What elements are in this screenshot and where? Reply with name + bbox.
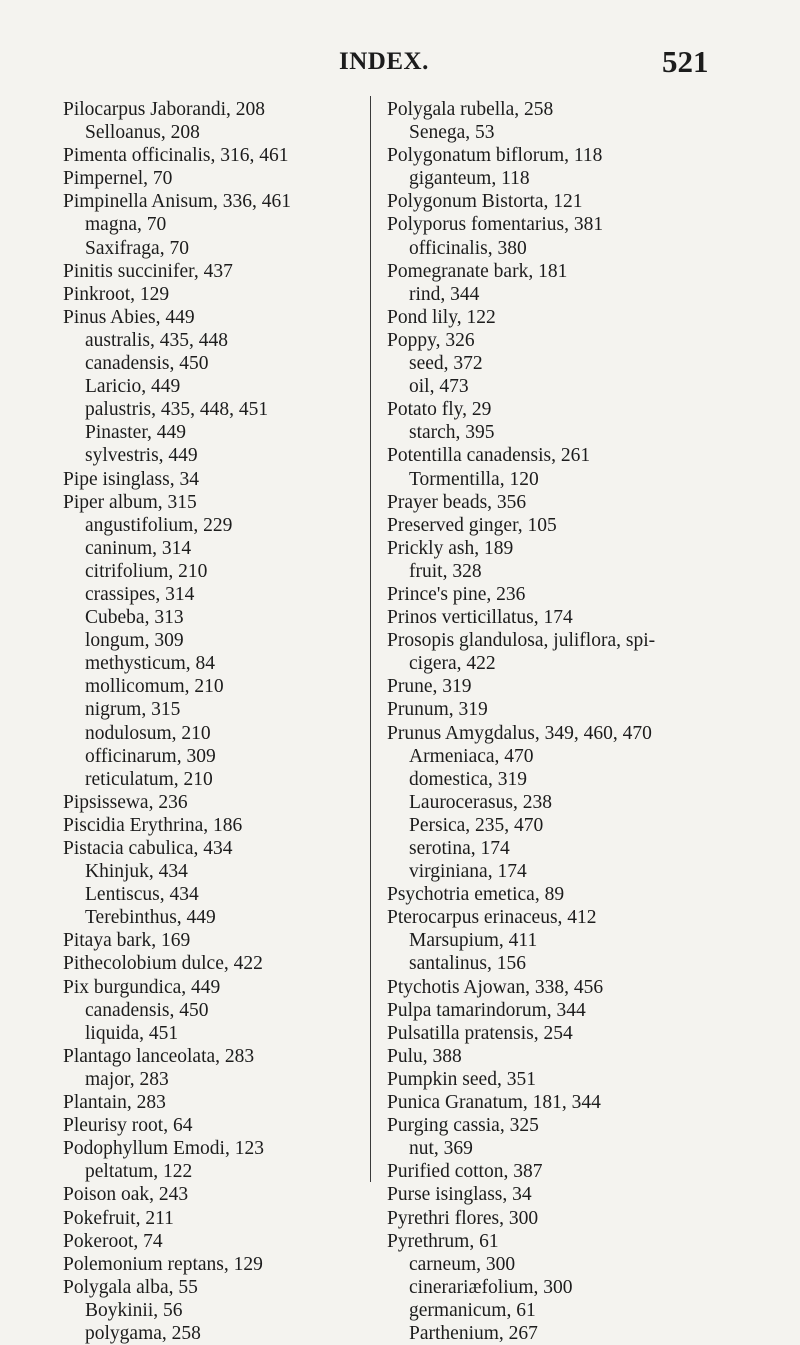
index-entry: reticulatum, 210 <box>85 768 213 790</box>
index-entry: Polygala rubella, 258 <box>387 99 554 120</box>
index-entry: officinalis, 380 <box>409 237 527 259</box>
index-entry: Punica Granatum, 181, 344 <box>387 1092 601 1114</box>
index-entry: Pyrethrum, 61 <box>387 1230 499 1252</box>
index-entry: Pulpa tamarindorum, 344 <box>387 999 586 1021</box>
index-entry: magna, 70 <box>85 214 167 236</box>
index-entry: Prosopis glandulosa, juliflora, spi- <box>387 630 656 652</box>
index-entry: Terebinthus, 449 <box>85 907 216 929</box>
index-entry: Prunus Amygdalus, 349, 460, 470 <box>387 722 652 744</box>
index-entry: domestica, 319 <box>409 768 528 790</box>
index-entry: liquida, 451 <box>85 1022 179 1044</box>
index-entry: Pterocarpus erinaceus, 412 <box>387 907 597 929</box>
index-entry: Poppy, 326 <box>387 329 475 351</box>
index-entry: Prince's pine, 236 <box>387 583 526 605</box>
index-entry: fruit, 328 <box>409 560 482 582</box>
index-entry: Tormentilla, 120 <box>409 468 539 490</box>
index-entry: canadensis, 450 <box>85 999 209 1021</box>
index-entry: rind, 344 <box>409 283 480 305</box>
index-entry: angustifolium, 229 <box>85 514 233 536</box>
index-entry: seed, 372 <box>409 353 483 375</box>
index-entry: Pinkroot, 129 <box>63 283 170 305</box>
index-entry: Persica, 235, 470 <box>409 814 544 836</box>
index-entry: Pipe isinglass, 34 <box>63 468 199 490</box>
index-entry: Khinjuk, 434 <box>85 861 188 883</box>
index-entry: Armeniaca, 470 <box>409 745 534 767</box>
index-entry: Pokefruit, 211 <box>63 1207 174 1229</box>
index-entry: citrifolium, 210 <box>85 560 208 582</box>
index-entry: Pond lily, 122 <box>387 306 496 328</box>
index-entry: Purified cotton, 387 <box>387 1161 543 1183</box>
index-entry: australis, 435, 448 <box>85 329 228 351</box>
index-entry: sylvestris, 449 <box>85 445 198 467</box>
index-entry: mollicomum, 210 <box>85 676 224 698</box>
running-head: INDEX. <box>339 48 429 75</box>
index-entry: Plantain, 283 <box>63 1092 166 1114</box>
index-entry: Saxifraga, 70 <box>85 237 189 259</box>
index-entry: canadensis, 450 <box>85 353 209 375</box>
index-entry: Piscidia Erythrina, 186 <box>63 814 243 836</box>
index-entry: serotina, 174 <box>409 838 510 859</box>
index-entry: carneum, 300 <box>409 1253 516 1275</box>
index-entry: Prunum, 319 <box>387 699 488 721</box>
index-entry: nodulosum, 210 <box>85 722 211 744</box>
index-entry: nigrum, 315 <box>85 699 181 721</box>
index-entry: peltatum, 122 <box>85 1161 193 1183</box>
index-entry: cigera, 422 <box>409 653 496 675</box>
index-entry: Pistacia cabulica, 434 <box>63 838 233 859</box>
index-entry: Pomegranate bark, 181 <box>387 260 568 282</box>
index-entry: starch, 395 <box>409 422 495 444</box>
column-divider <box>370 96 371 1182</box>
index-entry: Ptychotis Ajowan, 338, 456 <box>387 976 604 998</box>
index-entry: Potato fly, 29 <box>387 399 492 421</box>
index-entry: cinerariæfolium, 300 <box>409 1276 573 1298</box>
index-entry: Prayer beads, 356 <box>387 491 527 513</box>
index-entry: Polygonatum biflorum, 118 <box>387 145 603 167</box>
index-entry: Pyrethri flores, 300 <box>387 1207 539 1229</box>
index-entry: Pokeroot, 74 <box>63 1230 163 1252</box>
index-entry: Prune, 319 <box>387 676 472 698</box>
index-entry: Pinus Abies, 449 <box>63 306 195 328</box>
index-entry: Pilocarpus Jaborandi, 208 <box>63 99 266 120</box>
index-entry: Pipsissewa, 236 <box>63 791 188 813</box>
index-entry: palustris, 435, 448, 451 <box>85 399 269 421</box>
index-entry: Psychotria emetica, 89 <box>387 884 565 906</box>
index-entry: Piper album, 315 <box>63 491 197 513</box>
index-entry: Pithecolobium dulce, 422 <box>63 953 263 975</box>
index-entry: giganteum, 118 <box>409 168 530 190</box>
index-entry: longum, 309 <box>85 630 184 652</box>
index-entry: Potentilla canadensis, 261 <box>387 445 591 467</box>
index-entry: Laricio, 449 <box>85 376 181 398</box>
index-entry: Podophyllum Emodi, 123 <box>63 1138 264 1160</box>
index-entry: Senega, 53 <box>409 122 495 144</box>
page-number: 521 <box>662 44 709 79</box>
index-entry: Pinaster, 449 <box>85 422 187 444</box>
index-entry: methysticum, 84 <box>85 653 215 675</box>
index-entry: Pinitis succinifer, 437 <box>63 260 233 282</box>
index-entry: major, 283 <box>85 1068 169 1090</box>
index-entry: Selloanus, 208 <box>85 122 200 144</box>
index-entry: Polygonum Bistorta, 121 <box>387 191 583 213</box>
index-entry: polygama, 258 <box>85 1322 201 1344</box>
index-entry: Purse isinglass, 34 <box>387 1184 532 1206</box>
index-entry: Pimpernel, 70 <box>63 168 173 190</box>
index-entry: Parthenium, 267 <box>409 1322 538 1344</box>
page-header <box>0 44 800 80</box>
index-entry: Preserved ginger, 105 <box>387 514 557 536</box>
index-entry: Pitaya bark, 169 <box>63 930 191 952</box>
index-entry: Prinos verticillatus, 174 <box>387 607 573 629</box>
index-entry: Pleurisy root, 64 <box>63 1115 193 1137</box>
index-entry: Poison oak, 243 <box>63 1184 189 1206</box>
index-entry: Pulu, 388 <box>387 1045 462 1067</box>
index-entry: Polemonium reptans, 129 <box>63 1253 263 1275</box>
index-entry: nut, 369 <box>409 1138 473 1160</box>
index-column-right <box>373 98 753 1345</box>
index-entry: Purging cassia, 325 <box>387 1115 539 1137</box>
index-entry: Pulsatilla pratensis, 254 <box>387 1022 573 1044</box>
index-entry: crassipes, 314 <box>85 583 195 605</box>
index-entry: Boykinii, 56 <box>85 1299 183 1321</box>
index-entry: germanicum, 61 <box>409 1299 536 1321</box>
index-entry: Marsupium, 411 <box>409 930 538 952</box>
index-entry: Pimenta officinalis, 316, 461 <box>63 145 289 167</box>
index-entry: Polyporus fomentarius, 381 <box>387 214 604 236</box>
index-entry: Pimpinella Anisum, 336, 461 <box>63 191 292 213</box>
index-entry: Prickly ash, 189 <box>387 537 514 559</box>
index-entry: oil, 473 <box>409 376 469 398</box>
index-entry: caninum, 314 <box>85 537 192 559</box>
index-entry: virginiana, 174 <box>409 861 527 883</box>
index-entry: Laurocerasus, 238 <box>409 791 552 813</box>
index-entry: Pix burgundica, 449 <box>63 976 221 998</box>
index-entry: Cubeba, 313 <box>85 607 184 629</box>
index-entry: officinarum, 309 <box>85 745 216 767</box>
index-entry: santalinus, 156 <box>409 953 526 975</box>
index-entry: Polygala alba, 55 <box>63 1276 198 1298</box>
index-entry: Lentiscus, 434 <box>85 884 199 906</box>
index-entry: Plantago lanceolata, 283 <box>63 1045 255 1067</box>
index-entry: Pumpkin seed, 351 <box>387 1068 536 1090</box>
